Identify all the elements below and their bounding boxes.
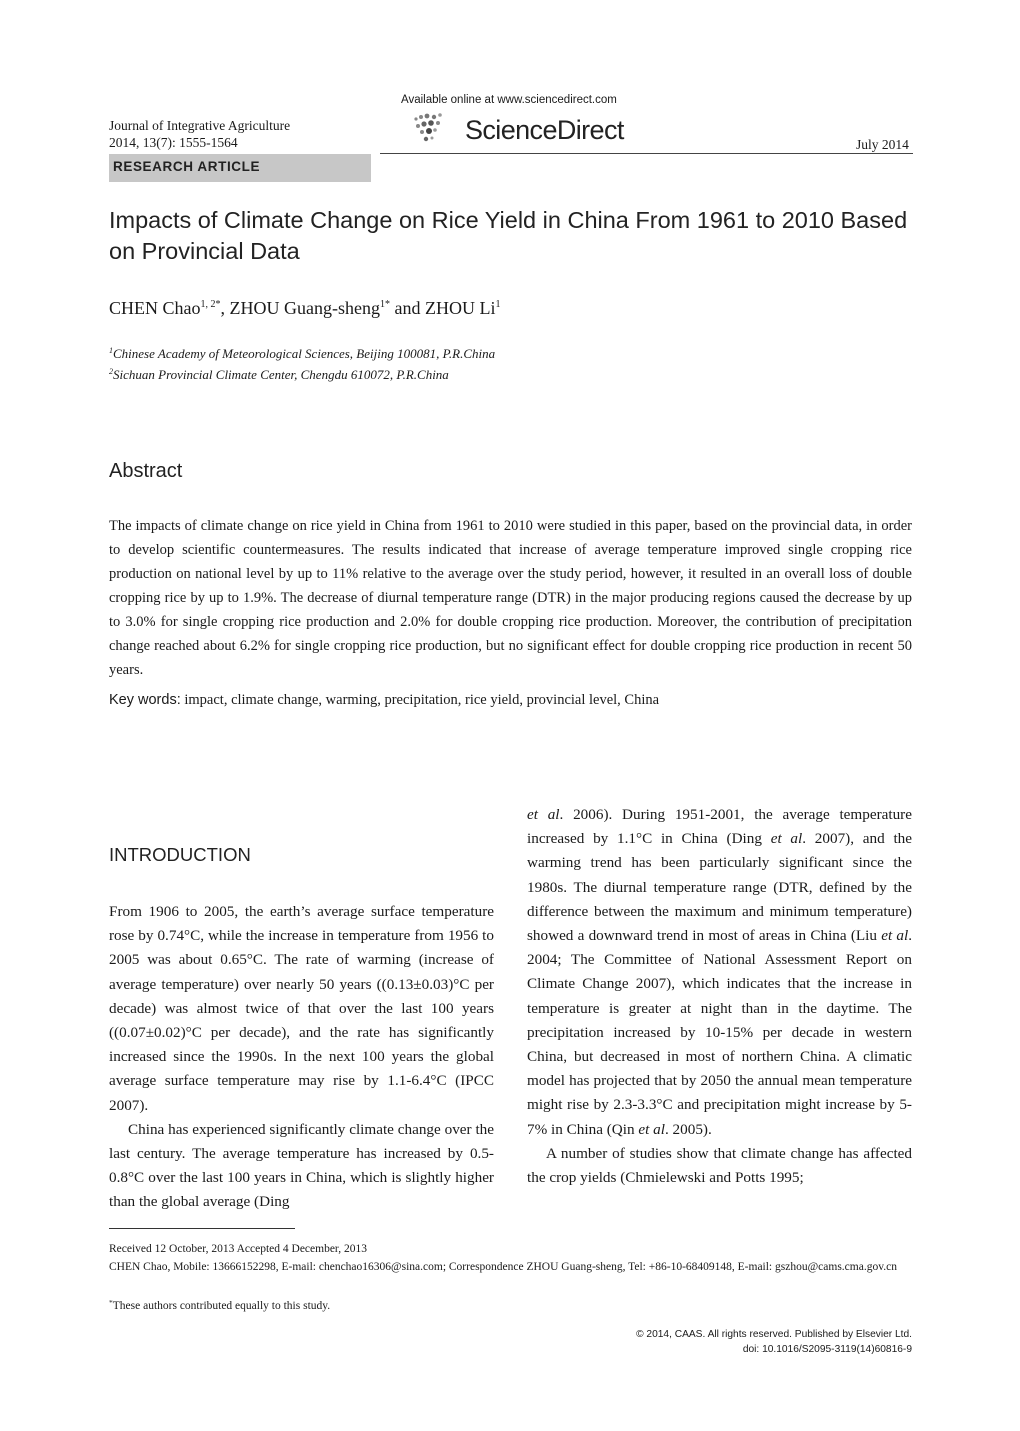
author-name: CHEN Chao	[109, 298, 201, 318]
citation-etal: et al	[881, 927, 909, 945]
footnote-text: These authors contributed equally to this study.	[112, 1300, 331, 1312]
left-column	[109, 900, 494, 1215]
author-affil-mark: 1*	[379, 299, 390, 310]
author-name: ZHOU Li	[424, 298, 496, 318]
intro-paragraph-1: From 1906 to 2005, the earth’s average surface temperature rose by 0.74°C, while the increase in temperature from 1956 to 2005 was about 0.65°C. The rate of warming (increase of average temperature) over nearly 50 years ((0.13±0.03)°C per decade) was almost twice of that over the last 100 years ((0.07±0.02)°C per decade), and the rate has significantly increased since the 1990s. In the next 100 years the global average surface temperature may rise by 1.1-6.4°C (IPCC 2007).	[109, 903, 494, 1114]
author-name: ZHOU Guang-sheng	[229, 298, 380, 318]
abstract-heading: Abstract	[109, 460, 183, 482]
keywords-label: Key words:	[109, 692, 181, 708]
journal-name: Journal of Integrative Agriculture	[109, 118, 291, 133]
copyright: © 2014, CAAS. All rights reserved. Published by Elsevier Ltd.	[636, 1329, 912, 1340]
article-title: Impacts of Climate Change on Rice Yield in China From 1961 to 2010 Based on Provincial Data	[109, 207, 908, 264]
citation-etal: et al	[638, 1120, 665, 1138]
affiliation-number: 2	[109, 367, 113, 376]
citation-etal: et al	[770, 830, 803, 848]
right-column	[527, 803, 912, 1190]
citation-etal: et al	[527, 806, 560, 823]
paragraph-text: . 2006). During 1951-2001, the average temperature increased by 1.1°C in China (Ding	[527, 806, 912, 848]
intro-paragraph-3: A number of studies show that climate change has affected the crop yields (Chmielewski and Potts 1995;	[527, 1144, 912, 1187]
paragraph-text: . 2005).	[664, 1120, 712, 1138]
doi: doi: 10.1016/S2095-3119(14)60816-9	[742, 1344, 912, 1355]
intro-paragraph-2-continued	[527, 803, 912, 1142]
sciencedirect-logo-icon	[412, 111, 446, 145]
contact-info: CHEN Chao, Mobile: 13666152298, E-mail: chenchao16306@sina.com; Correspondence ZHOU Guang-sheng, Tel: +86-10-68409148, E-mail: gszhou@cams.cma.gov.cn	[109, 1261, 897, 1273]
received-dates: Received 12 October, 2013 Accepted 4 December, 2013	[109, 1243, 368, 1255]
equal-contribution-note	[109, 1294, 912, 1316]
author-affil-mark: 1, 2*	[200, 299, 221, 310]
paragraph-text: . 2007), and the warming trend has been particularly significant since the 1980s. The diurnal temperature range (DTR, defined by the difference between the maximum and minimum temperature) showed a downward trend in most of areas in China (Liu	[527, 830, 912, 945]
keywords	[109, 692, 912, 709]
author-list	[109, 298, 500, 319]
affiliation-text: Sichuan Provincial Climate Center, Chengdu 610072, P.R.China	[113, 367, 449, 382]
footnote-rule	[109, 1228, 295, 1229]
journal-volume: 2014, 13(7): 1555-1564	[109, 135, 238, 150]
journal-citation	[109, 117, 290, 151]
introduction-heading: INTRODUCTION	[109, 844, 251, 865]
author-affil-mark: 1	[495, 299, 501, 310]
affiliation-text: Chinese Academy of Meteorological Sciences, Beijing 100081, P.R.China	[113, 346, 496, 361]
intro-paragraph-2: China has experienced significantly climate change over the last century. The average temperature has increased by 0.5-0.8°C over the last 100 years in China, which is slightly higher than the global average (Ding	[109, 1120, 494, 1211]
keywords-list: impact, climate change, warming, precipitation, rice yield, provincial level, China	[180, 692, 660, 708]
abstract-text: The impacts of climate change on rice yield in China from 1961 to 2010 were studied in this paper, based on the provincial data, in order to develop scientific countermeasures. The results indicated that increase of average temperature improved single cropping rice production on national level by up to 11% relative to the average over the study period, however, it resulted in an overall loss of double cropping rice by up to 1.9%. The decrease of diurnal temperature range (DTR) in the major producing regions caused the decrease by up to 3.0% for single cropping rice production and 2.0% for double cropping rice production. Moreover, the contribution of precipitation change reached about 6.2% for single cropping rice production, but no significant effect for double cropping rice production in recent 50 years.	[109, 518, 912, 678]
affiliation-2	[109, 367, 449, 383]
header-rule	[380, 153, 913, 154]
author-separator: ,	[220, 298, 230, 318]
issue-date: July 2014	[856, 137, 909, 152]
paragraph-text: . 2004; The Committee of National Assessment Report on Climate Change 2007), which indicates that the increase in temperature is greater at night than in the daytime. The precipitation increased by 10-15% per decade in western China, but decreased in most of northern China. A climatic model has projected that by 2050 the annual mean temperature might rise by 2.3-3.3°C and precipitation might increase by 5-7% in China (Qin	[527, 927, 913, 1138]
author-separator: and	[389, 298, 425, 318]
article-type-badge: RESEARCH ARTICLE	[109, 154, 371, 182]
affiliation-1	[109, 346, 495, 362]
available-online-link[interactable]: Available online at www.sciencedirect.com	[401, 94, 617, 106]
affiliation-number: 1	[109, 346, 113, 355]
sciencedirect-wordmark: ScienceDirect	[465, 115, 624, 145]
footnote-mark: *	[109, 1298, 113, 1307]
